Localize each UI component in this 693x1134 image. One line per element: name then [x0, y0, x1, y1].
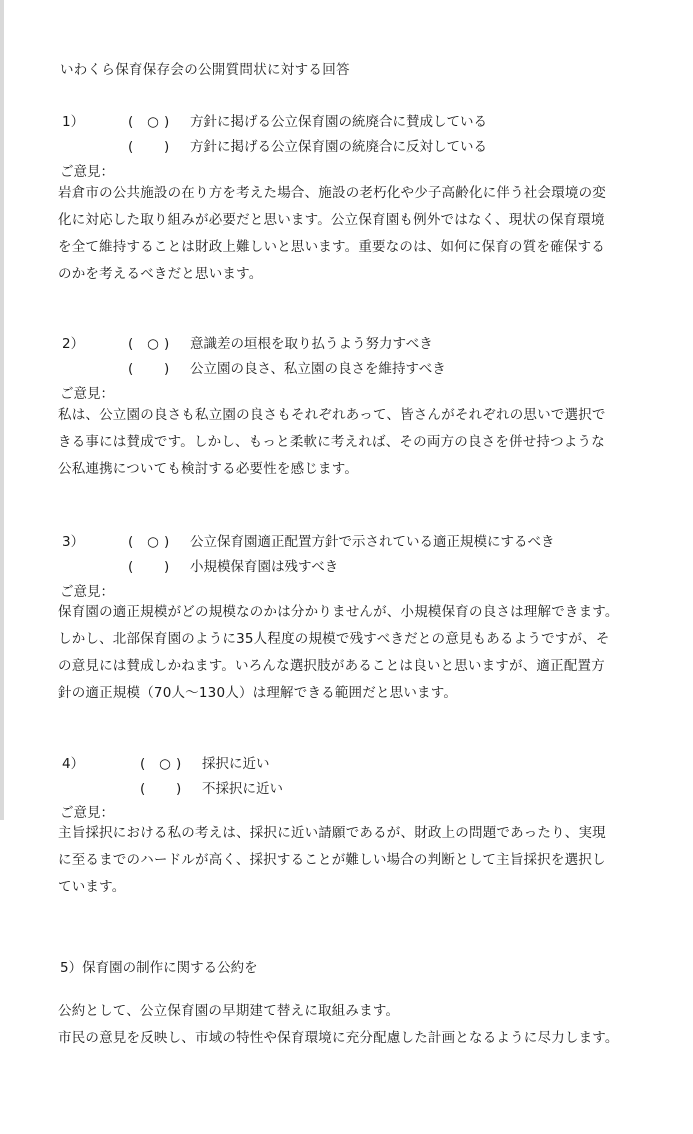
option-text: 採択に近い — [202, 756, 270, 772]
question-1-option-1: ( ○ ) 方針に掲げる公立保育園の統廃合に賛成している — [128, 114, 487, 130]
question-4-option-1: ( ○ ) 採択に近い — [140, 756, 270, 772]
opinion-line: 主旨採択における私の考えは、採択に近い請願であるが、財政上の問題であったり、実現 — [58, 825, 606, 841]
answer-line: 公約として、公立保育園の早期建て替えに取組みます。 — [58, 1003, 400, 1019]
question-1-opinion — [58, 180, 658, 288]
opinion-line: に至るまでのハードルが高く、採択することが難しい場合の判断として主旨採択を選択し — [58, 852, 606, 868]
opinion-line: を全て維持することは財政上難しいと思います。重要なのは、如何に保育の質を確保する — [58, 239, 605, 255]
opinion-line: 岩倉市の公共施設の在り方を考えた場合、施設の老朽化や少子高齢化に伴う社会環境の変 — [58, 185, 606, 201]
question-3-option-1: ( ○ ) 公立保育園適正配置方針で示されている適正規模にするべき — [128, 534, 555, 550]
scan-edge-shade — [0, 0, 4, 820]
opinion-label: ご意見： — [60, 584, 114, 600]
opinion-line: きる事には賛成です。しかし、もっと柔軟に考えれば、その両方の良さを併せ持つような — [58, 434, 605, 450]
question-4-option-2: ( ) 不採択に近い — [140, 781, 283, 797]
opinion-line: 私は、公立園の良さも私立園の良さもそれぞれあって、皆さんがそれぞれの思いで選択で — [58, 407, 606, 423]
option-text: 小規模保育園は残すべき — [190, 559, 339, 575]
option-mark: ○ — [159, 756, 171, 772]
question-2-option-2: ( ) 公立園の良さ、私立園の良さを維持すべき — [128, 361, 446, 377]
opinion-line: の意見には賛成しかねます。いろんな選択肢があることは良いと思いますが、適正配置方 — [58, 658, 605, 674]
question-3-number: 3） — [62, 534, 85, 550]
question-2-option-1: ( ○ ) 意識差の垣根を取り払うよう努力すべき — [128, 336, 433, 352]
option-text: 不採択に近い — [202, 781, 283, 797]
opinion-line: ています。 — [58, 879, 126, 895]
question-3-option-2: ( ) 小規模保育園は残すべき — [128, 559, 339, 575]
opinion-line: 公私連携についても検討する必要性を感じます。 — [58, 461, 359, 477]
opinion-line: 化に対応した取り組みが必要だと思います。公立保育園も例外ではなく、現状の保育環境 — [58, 212, 605, 228]
option-text: 方針に掲げる公立保育園の統廃合に賛成している — [190, 114, 487, 130]
question-1-number: 1） — [62, 114, 85, 130]
opinion-label: ご意見： — [60, 805, 114, 821]
option-mark: ○ — [147, 336, 159, 352]
document-title: いわくら保育保存会の公開質問状に対する回答 — [60, 62, 350, 78]
option-mark: ○ — [147, 534, 159, 550]
opinion-label: ご意見： — [60, 386, 114, 402]
opinion-line: のかを考えるべきだと思います。 — [58, 266, 263, 282]
opinion-line: 保育園の適正規模がどの規模なのかは分かりませんが、小規模保育の良さは理解できます。 — [58, 604, 619, 620]
question-4-number: 4） — [62, 756, 85, 772]
question-5-answer — [58, 998, 619, 1052]
question-4-opinion — [58, 820, 658, 901]
question-5-title: 5）保育園の制作に関する公約を — [60, 960, 258, 976]
opinion-label: ご意見： — [60, 164, 114, 180]
answer-line: 市民の意見を反映し、市域の特性や保育環境に充分配慮した計画となるように尽力します。 — [58, 1030, 619, 1046]
option-text: 方針に掲げる公立保育園の統廃合に反対している — [190, 139, 487, 155]
option-text: 公立園の良さ、私立園の良さを維持すべき — [190, 361, 446, 377]
question-1-option-2: ( ) 方針に掲げる公立保育園の統廃合に反対している — [128, 139, 487, 155]
opinion-line: しかし、北部保育園のように35人程度の規模で残すべきだとの意見もあるようですが、そ — [58, 631, 610, 647]
option-text: 公立保育園適正配置方針で示されている適正規模にするべき — [190, 534, 555, 550]
opinion-line: 針の適正規模（70人～130人）は理解できる範囲だと思います。 — [58, 685, 458, 701]
question-2-opinion — [58, 402, 658, 483]
option-text: 意識差の垣根を取り払うよう努力すべき — [190, 336, 433, 352]
option-mark: ○ — [147, 114, 159, 130]
question-2-number: 2） — [62, 336, 85, 352]
question-3-opinion — [58, 599, 658, 707]
